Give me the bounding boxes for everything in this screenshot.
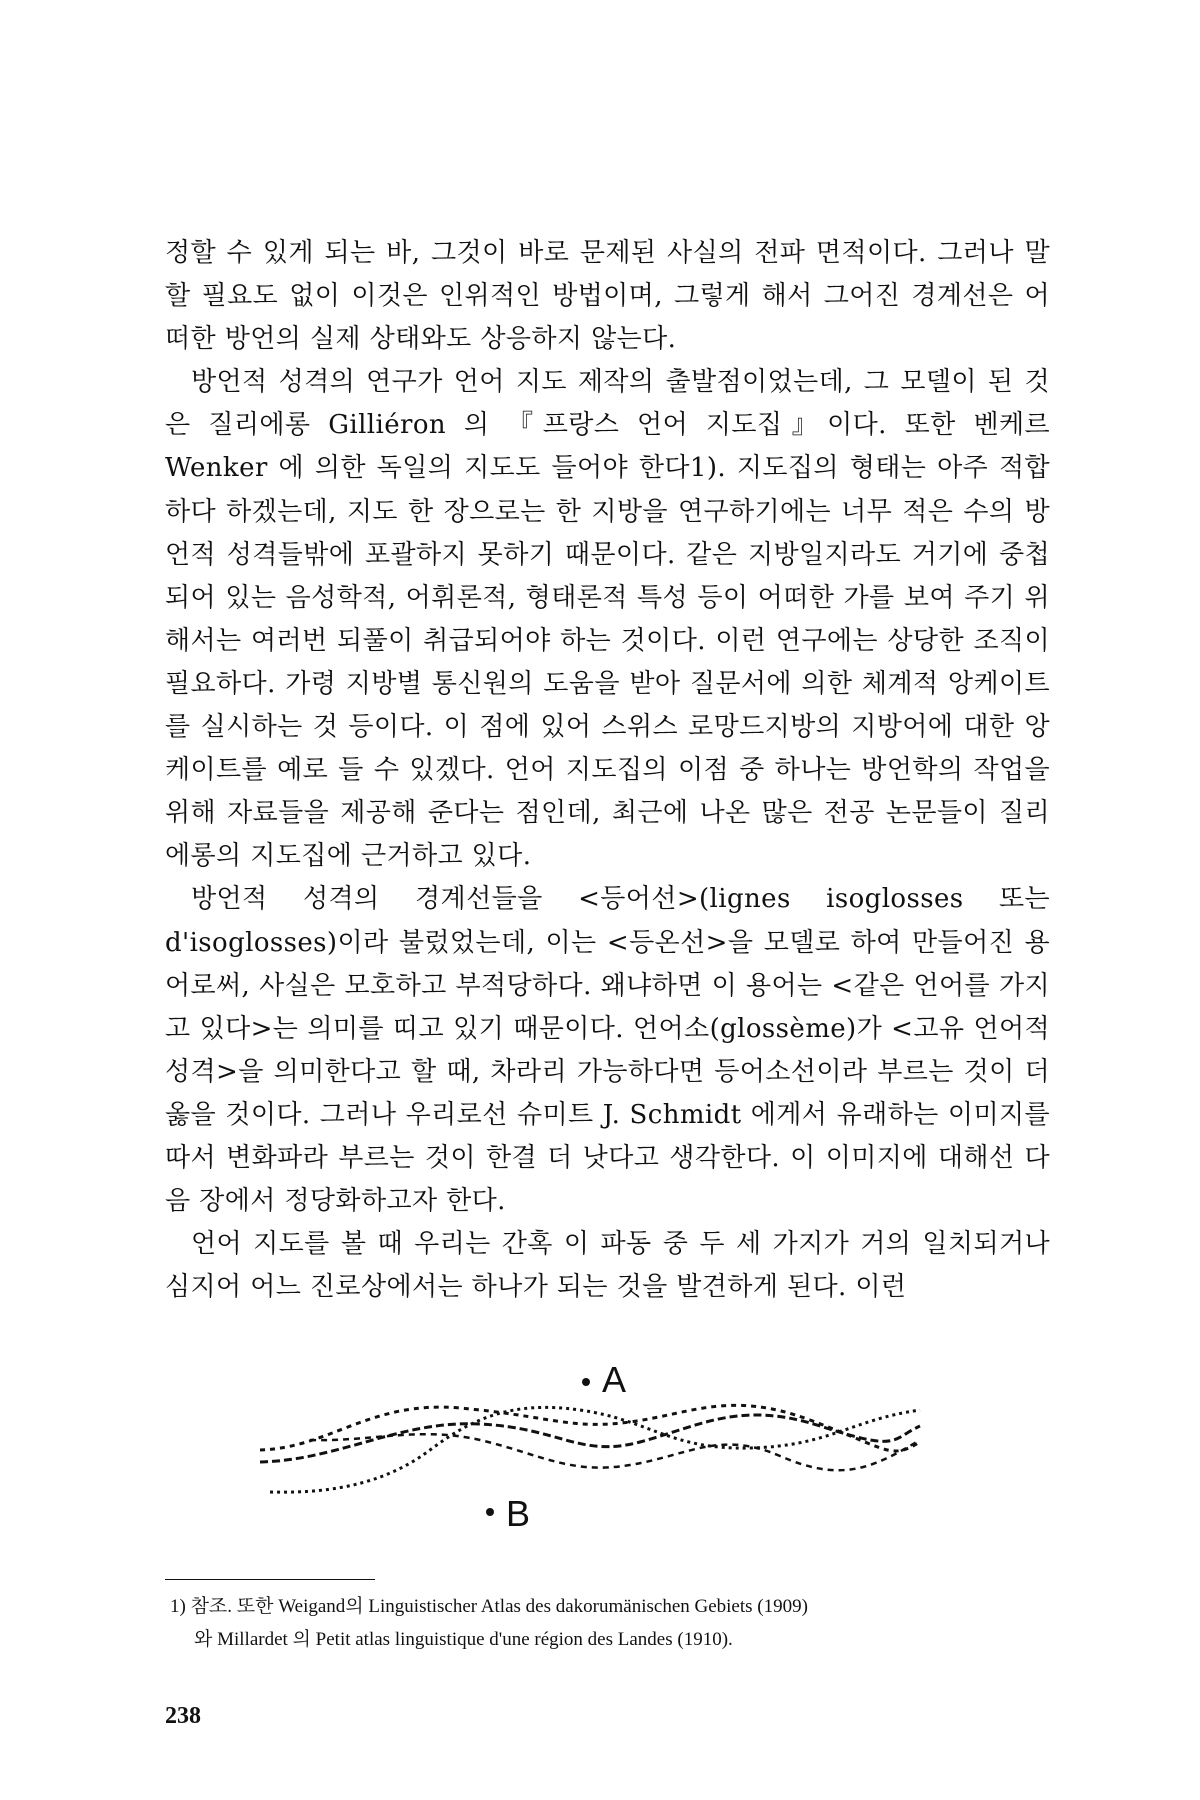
paragraph-3: 방언적 성격의 경계선들을 <등어선>(lignes isoglosses 또는 d'isoglosses)이라 불렀었는데, 이는 <등온선>을 모델로 하여 만들어진 용어로써, 사실은 모호하고 부적당하다. 왜냐하면 이 용어는 <같은 언어를 가지고 있다>는 의미를 띠고 있기 때문이다. 언어소(glossème)가 <고유 언어적 성격>을 의미한다고 할 때, 차라리 가능하다면 등어소선이라 부르는 것이 더 옳을 것이다. 그러나 우리로선 슈미트 J. Schmidt 에게서 유래하는 이미지를 따서 변화파라 부르는 것이 한결 더 낫다고 생각한다. 이 이미지에 대해선 다음 장에서 정당화하고자 한다. xyxy=(165,884,1050,1217)
paragraph-2: 방언적 성격의 연구가 언어 지도 제작의 출발점이었는데, 그 모델이 된 것은 질리에롱 Gilliéron 의 『프랑스 언어 지도집』이다. 또한 벤케르Wenker 에 의한 독일의 지도도 들어야 한다1). 지도집의 형태는 아주 적합하다 하겠는데, 지도 한 장으로는 한 지방을 연구하기에는 너무 적은 수의 방언적 성격들밖에 포괄하지 못하기 때문이다. 같은 지방일지라도 거기에 중첩되어 있는 음성학적, 어휘론적, 형태론적 특성 등이 어떠한 가를 보여 주기 위해서는 여러번 되풀이 취급되어야 하는 것이다. 이런 연구에는 상당한 조직이 필요하다. 가령 지방별 통신원의 도움을 받아 질문서에 의한 체계적 앙케이트를 실시하는 것 등이다. 이 점에 있어 스위스 로망드지방의 지방어에 대한 앙케이트를 예로 들 수 있겠다. 언어 지도집의 이점 중 하나는 방언학의 작업을 위해 자료들을 제공해 준다는 점인데, 최근에 나온 많은 전공 논문들이 질리에롱의 지도집에 근거하고 있다. xyxy=(165,367,1050,872)
point-b-dot xyxy=(486,1508,494,1516)
isogloss-figure xyxy=(250,1330,930,1530)
footnote-line-2: 와 Millardet 의 Petit atlas linguistique d'une région des Landes (1910). xyxy=(194,1629,733,1650)
point-a-dot xyxy=(582,1378,590,1386)
point-a-label: A xyxy=(602,1359,627,1400)
footnote-line-1: 1) 참조. 또한 Weigand의 Linguistischer Atlas des dakorumänischen Gebiets (1909) xyxy=(170,1596,808,1617)
point-b-label: B xyxy=(506,1493,531,1530)
page-number: 238 xyxy=(165,1703,201,1729)
wave-line-4 xyxy=(310,1434,920,1470)
footnote xyxy=(170,1590,1050,1656)
paragraph-4: 언어 지도를 볼 때 우리는 간혹 이 파동 중 두 세 가지가 거의 일치되거나 심지어 어느 진로상에서는 하나가 되는 것을 발견하게 된다. 이런 xyxy=(165,1229,1050,1303)
body-text xyxy=(165,232,1050,1309)
footnote-rule xyxy=(165,1579,375,1580)
paragraph-1: 정할 수 있게 되는 바, 그것이 바로 문제된 사실의 전파 면적이다. 그러나 말할 필요도 없이 이것은 인위적인 방법이며, 그렇게 해서 그어진 경계선은 어떠한 방언의 실제 상태와도 상응하지 않는다. xyxy=(165,238,1050,355)
